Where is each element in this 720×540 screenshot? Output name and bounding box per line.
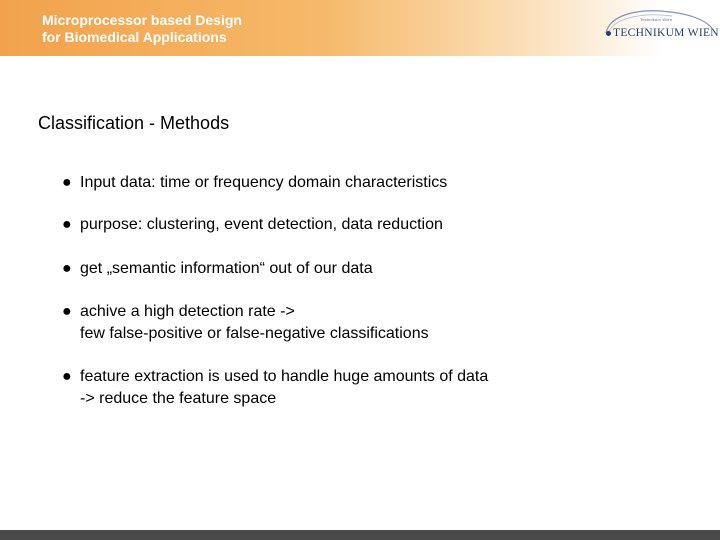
technikum-wien-logo	[600, 6, 718, 52]
bullet-item	[62, 366, 488, 410]
bullet-dot-icon: ●	[62, 174, 72, 191]
presentation-title-line-2: for Biomedical Applications	[42, 29, 227, 45]
logo-tagline: Technikum Wien	[640, 17, 673, 22]
bullet-item	[62, 172, 447, 194]
presentation-title-line-1: Microprocessor based Design	[42, 12, 242, 28]
slide-title: Classification - Methods	[38, 113, 230, 133]
bullet-dot-icon: ●	[62, 303, 72, 320]
bullet-item	[62, 258, 373, 280]
bullet-text: get „semantic information“ out of our data	[80, 260, 373, 277]
bullet-dot-icon: ●	[62, 216, 72, 233]
logo-wordmark: TECHNIKUM WIEN	[613, 27, 719, 39]
bullet-text: feature extraction is used to handle huge amounts of data	[80, 368, 489, 385]
bullet-dot-icon: ●	[62, 368, 72, 385]
bullet-item	[62, 301, 429, 345]
bullet-text: purpose: clustering, event detection, data reduction	[80, 216, 443, 233]
bullet-text-continuation: few false-positive or false-negative classifications	[80, 325, 429, 342]
bullet-dot-icon: ●	[62, 260, 72, 277]
bullet-text: Input data: time or frequency domain characteristics	[80, 174, 448, 191]
bullet-text: achive a high detection rate ->	[80, 303, 295, 320]
bullet-text-continuation: -> reduce the feature space	[80, 390, 277, 407]
bullet-item	[62, 214, 443, 236]
footer-bar	[0, 530, 720, 540]
presentation-title	[42, 12, 242, 46]
logo-dot-icon	[606, 31, 611, 36]
